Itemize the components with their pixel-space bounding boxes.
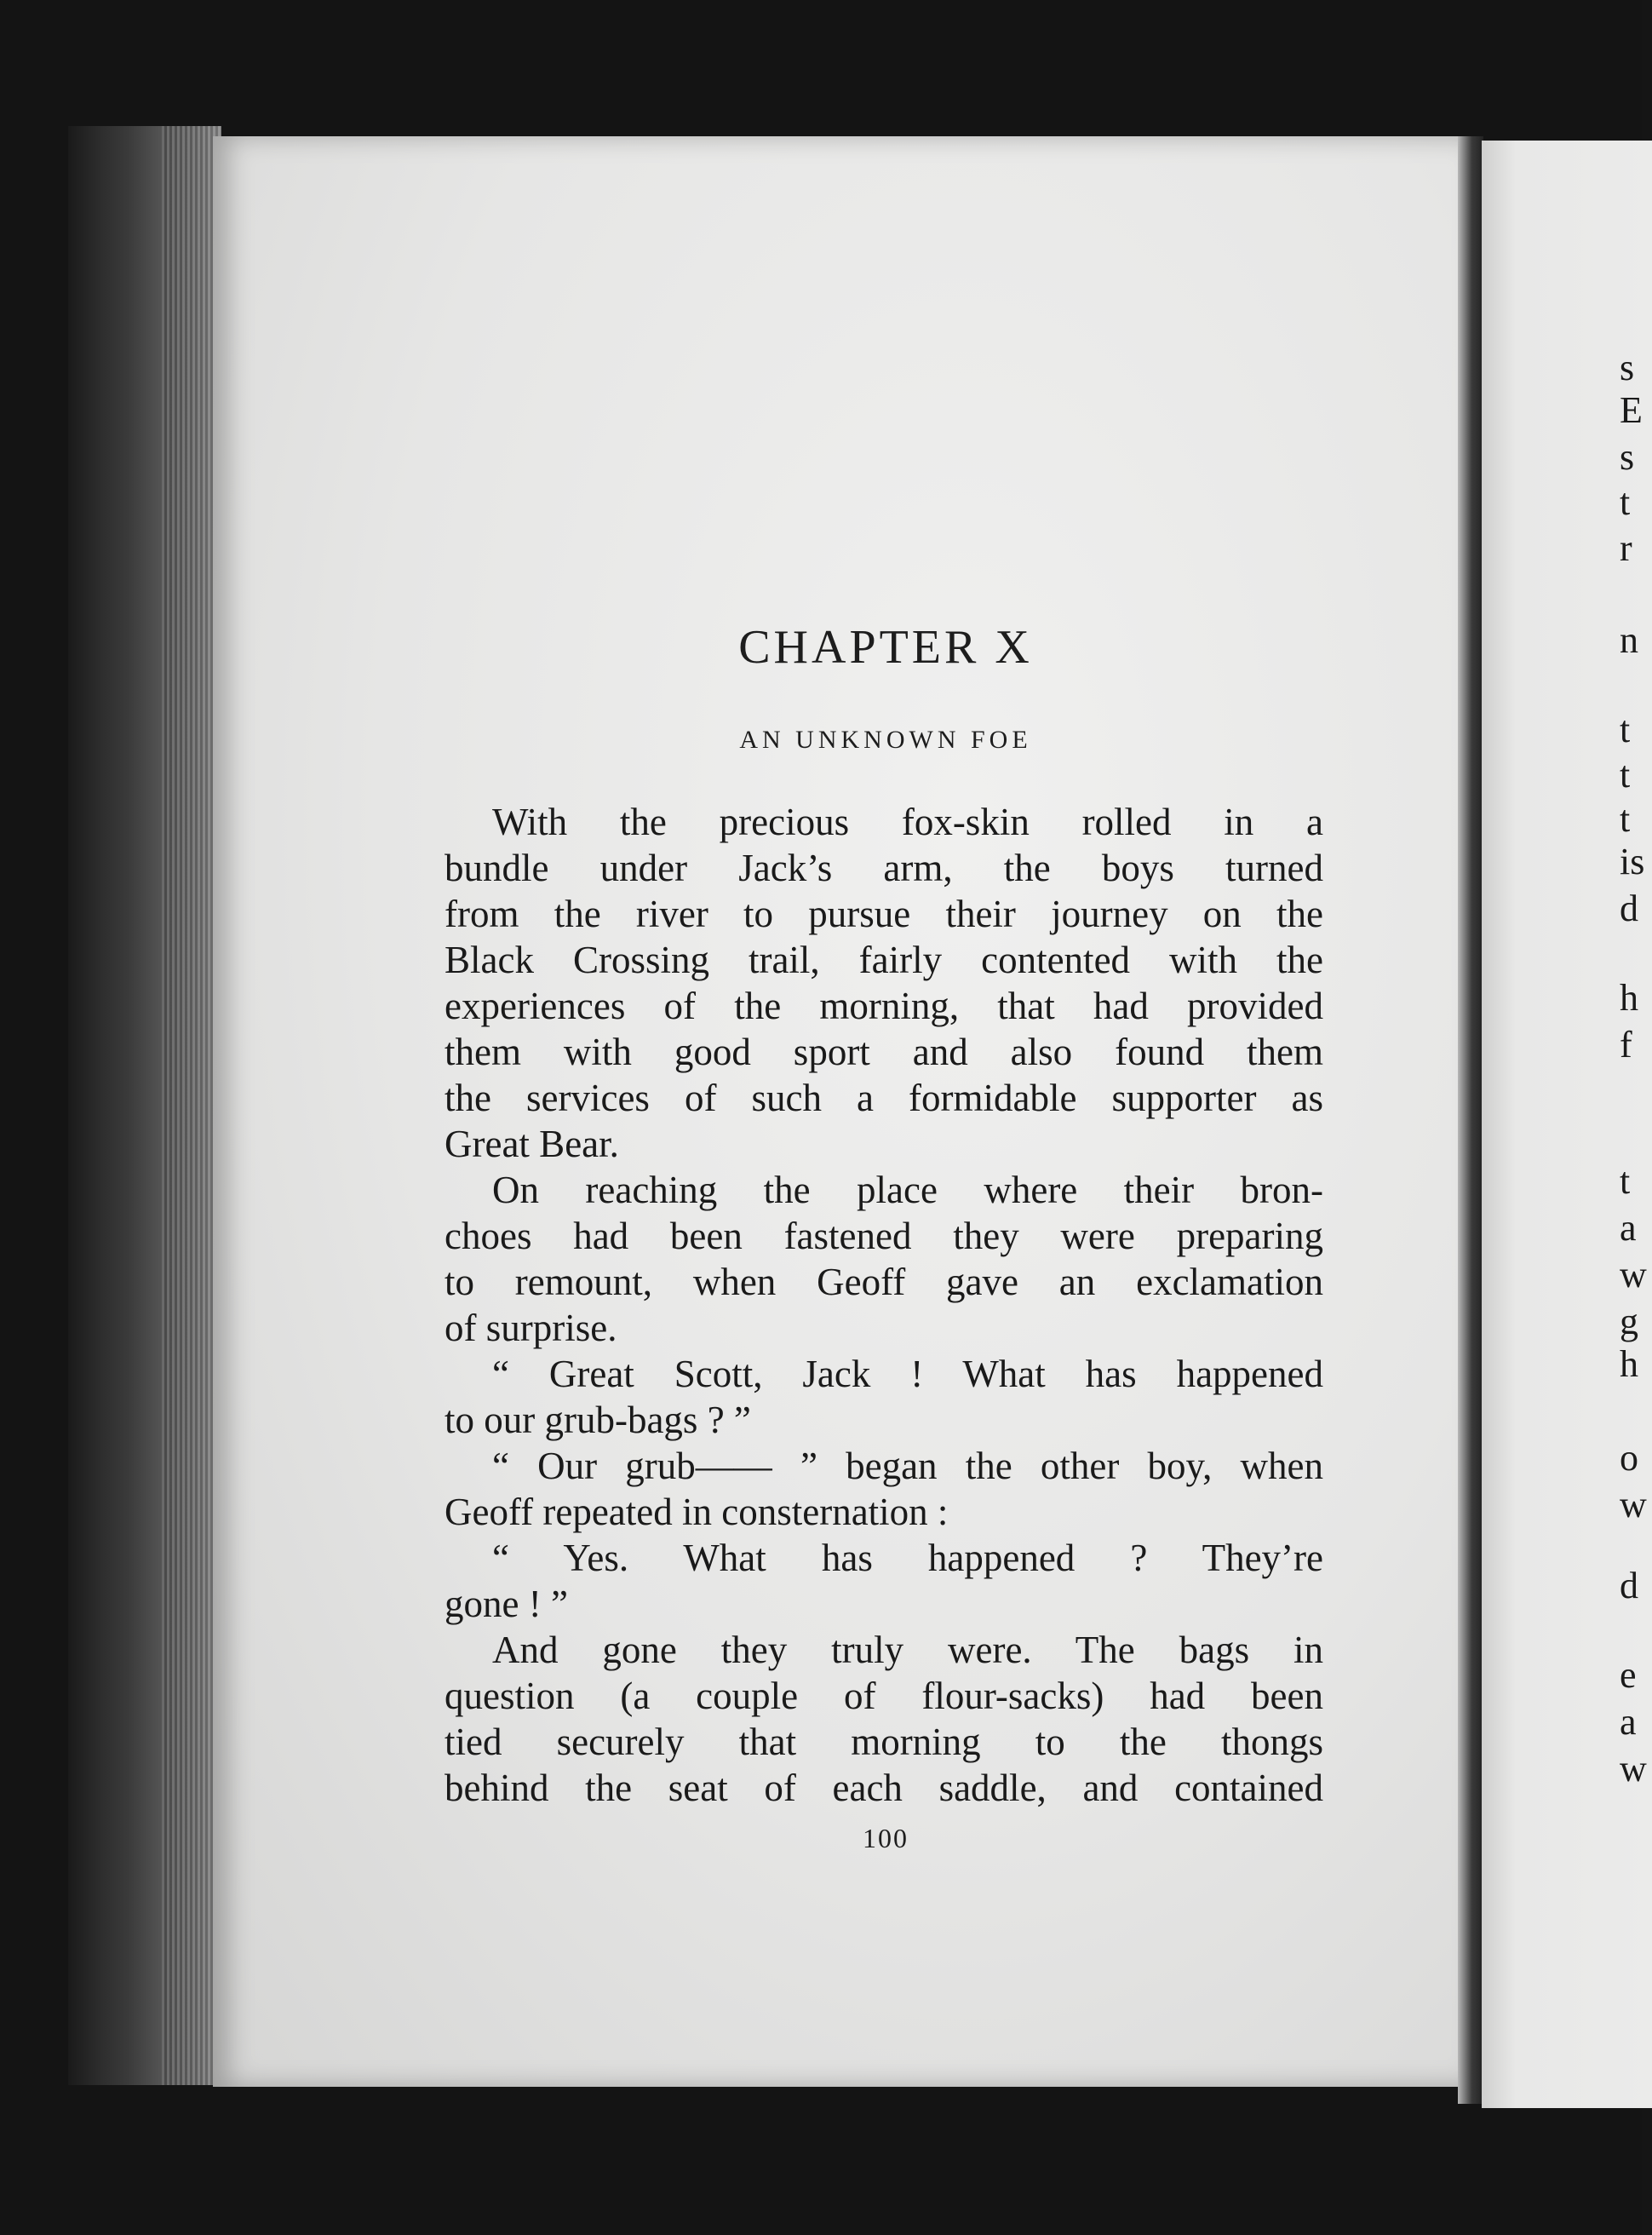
- text-line: them with good sport and also found them: [445, 1031, 1323, 1073]
- text-line: question (a couple of flour-sacks) had been: [445, 1675, 1323, 1717]
- facing-page-fragment: w: [1620, 1748, 1647, 1790]
- facing-page-fragment: E: [1620, 389, 1643, 431]
- facing-page-fragment: h: [1620, 977, 1638, 1019]
- facing-page-fragment: w: [1620, 1254, 1647, 1296]
- body-text: [445, 799, 1323, 1811]
- text-line: gone ! ”: [445, 1583, 568, 1625]
- text-line: “ Yes. What has happened ? They’re: [492, 1537, 1323, 1579]
- text-line: the services of such a formidable supporter as: [445, 1077, 1323, 1119]
- facing-page-fragment: d: [1620, 1565, 1638, 1606]
- facing-page-fragment: t: [1620, 798, 1631, 840]
- facing-page-fragment: d: [1620, 888, 1638, 929]
- facing-page-fragment: h: [1620, 1343, 1638, 1385]
- text-line: With the precious fox-skin rolled in a: [492, 801, 1323, 843]
- facing-page-fragment: is: [1620, 841, 1645, 882]
- text-line: “ Our grub—— ” began the other boy, when: [492, 1445, 1323, 1487]
- text-line: bundle under Jack’s arm, the boys turned: [445, 847, 1323, 889]
- facing-page-fragment: g: [1620, 1301, 1638, 1342]
- chapter-number: CHAPTER X: [738, 621, 1033, 674]
- text-line: behind the seat of each saddle, and contained: [445, 1767, 1323, 1809]
- facing-page-fragment: t: [1620, 481, 1631, 523]
- facing-page-fragment: e: [1620, 1654, 1637, 1696]
- text-line: to our grub-bags ? ”: [445, 1399, 751, 1441]
- text-line: to remount, when Geoff gave an exclamation: [445, 1261, 1323, 1303]
- text-line: of surprise.: [445, 1307, 617, 1349]
- text-line: choes had been fastened they were preparing: [445, 1215, 1323, 1257]
- facing-page-fragment: n: [1620, 619, 1638, 661]
- facing-page-fragment: s: [1620, 436, 1635, 478]
- text-line: Black Crossing trail, fairly contented with the: [445, 939, 1323, 981]
- text-line: from the river to pursue their journey on the: [445, 893, 1323, 935]
- facing-page-fragment: a: [1620, 1207, 1637, 1249]
- text-line: And gone they truly were. The bags in: [492, 1629, 1323, 1671]
- text-line: On reaching the place where their bron-: [492, 1169, 1323, 1211]
- text-line: “ Great Scott, Jack ! What has happened: [492, 1353, 1323, 1395]
- chapter-title: AN UNKNOWN FOE: [739, 726, 1032, 754]
- text-line: Great Bear.: [445, 1123, 619, 1165]
- facing-page-fragment: r: [1620, 527, 1632, 569]
- page-edges: [68, 126, 221, 2085]
- page-number: 100: [863, 1823, 909, 1853]
- book-gutter: [1458, 136, 1483, 2104]
- facing-page-fragment: t: [1620, 1160, 1631, 1202]
- facing-page-fragment: o: [1620, 1437, 1638, 1479]
- facing-page-fragment: a: [1620, 1701, 1637, 1743]
- facing-page-fragment: s: [1620, 347, 1635, 388]
- text-line: Geoff repeated in consternation :: [445, 1491, 949, 1533]
- facing-page-fragment: t: [1620, 709, 1631, 750]
- text-line: tied securely that morning to the thongs: [445, 1721, 1323, 1763]
- facing-page-fragment: w: [1620, 1484, 1647, 1525]
- facing-page-fragment: f: [1620, 1024, 1632, 1066]
- facing-page-fragment: t: [1620, 754, 1631, 796]
- text-line: experiences of the morning, that had provided: [445, 985, 1323, 1027]
